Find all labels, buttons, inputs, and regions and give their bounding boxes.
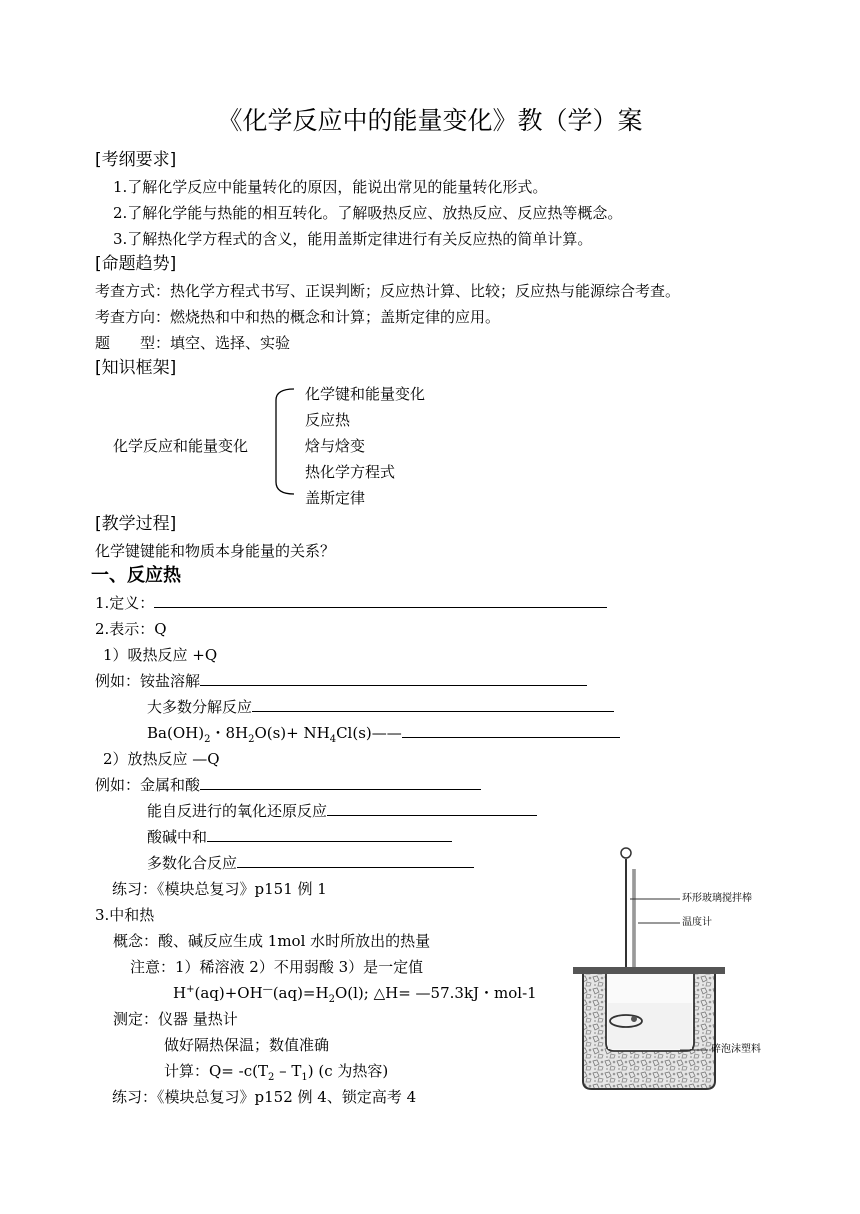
calorimeter-drawing (568, 843, 818, 1091)
framework-branch: 反应热 (305, 411, 351, 429)
exo-example-2 (147, 801, 537, 821)
trend-direction: 考查方向：燃烧热和中和热的概念和计算；盖斯定律的应用。 (95, 308, 501, 326)
trend-method: 考查方式：热化学方程式书写、正误判断；反应热计算、比较；反应热与能源综合考查。 (95, 282, 681, 300)
exo-item-label: 酸碱中和 (147, 828, 208, 846)
exo-example-1 (95, 775, 481, 795)
definition-blank[interactable] (154, 593, 607, 608)
calc-subscript: 2 (267, 1072, 275, 1083)
endo-example-label: 例如：铵盐溶解 (95, 672, 201, 690)
representation: 2.表示：Q (95, 620, 167, 638)
calc-part: – T (274, 1062, 302, 1080)
framework-branch: 化学键和能量变化 (305, 385, 426, 403)
equation-part: O(l); △H= —57.3kJ・mol-1 (334, 984, 537, 1002)
neutralization-measure: 测定：仪器 量热计 (113, 1010, 238, 1028)
answer-blank[interactable] (237, 853, 474, 868)
syllabus-item: 2.了解化学能与热能的相互转化。了解吸热反应、放热反应、反应热等概念。 (113, 204, 623, 222)
answer-blank[interactable] (402, 723, 620, 738)
process-heading: [教学过程] (95, 514, 177, 534)
formula-part: Cl(s)—— (336, 724, 402, 742)
label-foam: 碎泡沫塑料 (711, 1044, 761, 1055)
answer-blank[interactable] (200, 775, 481, 790)
exo-item-label: 多数化合反应 (147, 854, 238, 872)
endo-title: 1）吸热反应 +Q (103, 646, 218, 664)
framework-branch: 盖斯定律 (305, 489, 366, 507)
calc-subscript: 1 (301, 1072, 308, 1083)
label-thermometer: 温度计 (682, 917, 712, 928)
neutralization-measure-2: 做好隔热保温；数值准确 (164, 1036, 330, 1054)
exo-item-label: 能自反进行的氧化还原反应 (147, 802, 328, 820)
answer-blank[interactable] (252, 697, 614, 712)
framework-branch: 焓与焓变 (305, 437, 366, 455)
trend-type-label-a: 题 (95, 334, 111, 352)
equation-part: H (173, 984, 187, 1002)
endo-example-3 (147, 723, 620, 743)
trend-heading: [命题趋势] (95, 254, 177, 274)
formula-part: ・8H (210, 724, 249, 742)
formula-subscript: 2 (248, 734, 255, 745)
equation-part: (aq)+OH (194, 984, 263, 1002)
exo-example-4 (147, 853, 474, 873)
neutralization-concept: 概念：酸、碱反应生成 1mol 水时所放出的热量 (113, 932, 431, 950)
exo-title: 2）放热反应 —Q (103, 750, 220, 768)
practice-1: 练习：《模块总复习》p151 例 1 (112, 880, 327, 898)
formula-subscript: 2 (204, 734, 211, 745)
neutralization-heading: 3.中和热 (95, 906, 155, 924)
formula-part: Ba(OH) (147, 724, 205, 742)
answer-blank[interactable] (207, 827, 452, 842)
calorimeter-figure (568, 843, 818, 1091)
syllabus-item: 3.了解热化学方程式的含义，能用盖斯定律进行有关反应热的简单计算。 (113, 230, 593, 248)
equation-superscript: — (262, 984, 273, 995)
syllabus-heading: [考纲要求] (95, 150, 177, 170)
framework-root: 化学反应和能量变化 (113, 437, 249, 455)
definition-label: 1.定义： (95, 594, 155, 612)
trend-type-label-b: 型：填空、选择、实验 (140, 334, 291, 352)
neutralization-calc (164, 1061, 388, 1081)
syllabus-item: 1.了解化学反应中能量转化的原因，能说出常见的能量转化形式。 (113, 178, 548, 196)
page-title: 《化学反应中的能量变化》教（学）案 (217, 106, 643, 135)
formula-subscript: 4 (329, 734, 337, 745)
equation-superscript: + (186, 984, 195, 995)
endo-item-label: 大多数分解反应 (147, 698, 253, 716)
formula-part: O(s)+ NH (254, 724, 330, 742)
practice-2: 练习：《模块总复习》p152 例 4、锁定高考 4 (112, 1088, 417, 1106)
answer-blank[interactable] (327, 801, 537, 816)
neutralization-equation (173, 983, 537, 1003)
framework-brace (268, 386, 298, 498)
answer-blank[interactable] (200, 671, 587, 686)
label-stirrer: 环形玻璃搅拌棒 (682, 893, 752, 904)
framework-heading: [知识框架] (95, 358, 177, 378)
equation-part: (aq)=H (272, 984, 329, 1002)
exo-example-label: 例如：金属和酸 (95, 776, 201, 794)
definition-line (95, 593, 607, 613)
trend-type (95, 333, 290, 353)
neutralization-note: 注意：1）稀溶液 2）不用弱酸 3）是一定值 (130, 958, 424, 976)
equation-subscript: 2 (328, 994, 335, 1005)
calc-part: ) (c 为热容) (307, 1062, 389, 1080)
calc-part: 计算：Q= -c(T (164, 1062, 268, 1080)
section-heading: 一、反应热 (91, 565, 181, 586)
process-question: 化学键键能和物质本身能量的关系？ (95, 542, 336, 560)
endo-example-2 (147, 697, 614, 717)
endo-example-1 (95, 671, 587, 691)
framework-branch: 热化学方程式 (305, 463, 396, 481)
exo-example-3 (147, 827, 452, 847)
